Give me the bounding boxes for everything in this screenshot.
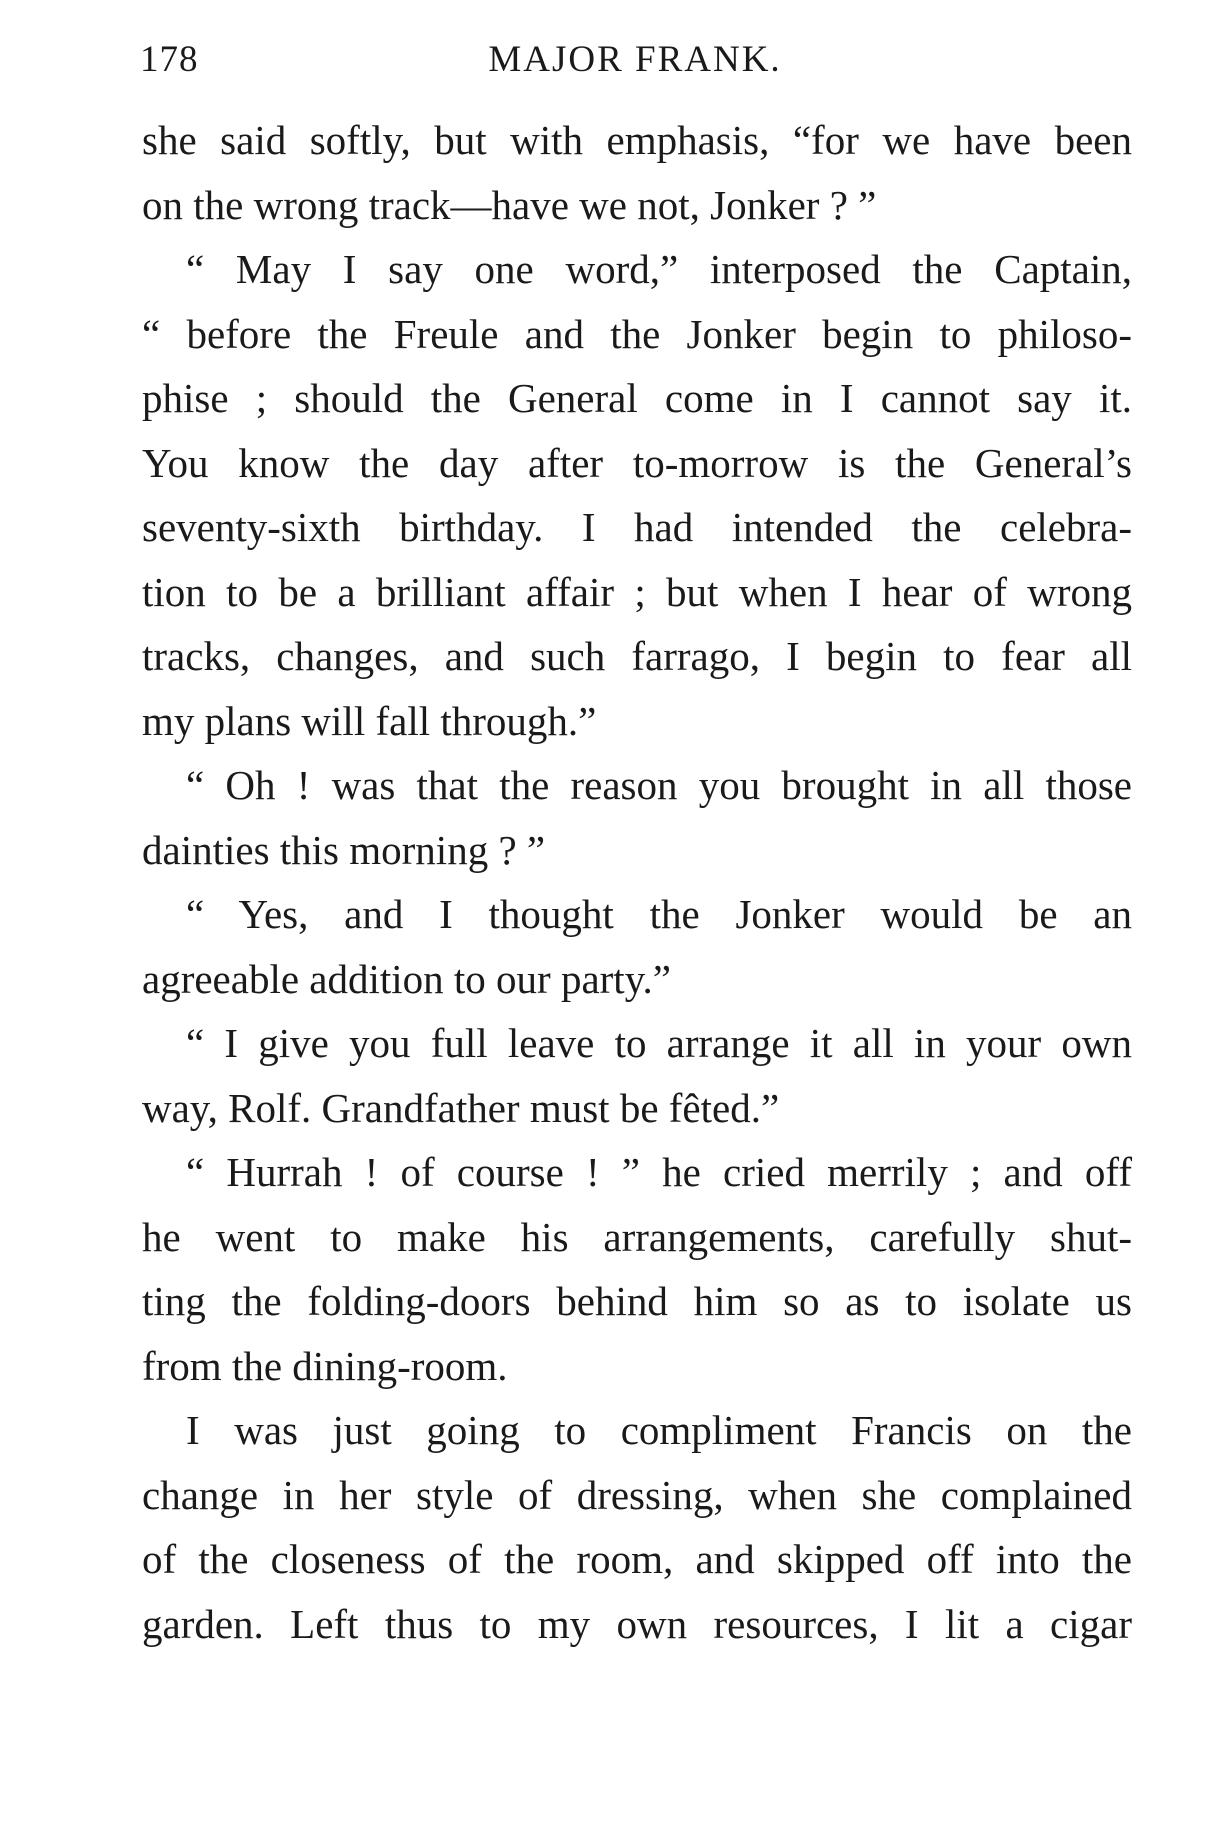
text-line: she said softly, but with emphasis, “for we have been	[142, 117, 1132, 163]
page-number: 178	[140, 39, 199, 80]
text-line: on the wrong track—have we not, Jonker ? ”	[142, 181, 877, 228]
text-line: “ before the Freule and the Jonker begin to philoso-	[142, 310, 1132, 357]
text-line: “ Oh ! was that the reason you brought in all those	[186, 762, 1132, 808]
text-line: from the dining-room.	[142, 1342, 508, 1389]
page-header	[140, 38, 1130, 88]
text-line: You know the day after to-morrow is the General’s	[142, 439, 1132, 486]
text-line: dainties this morning ? ”	[142, 826, 546, 873]
text-line: “ Yes, and I thought the Jonker would be an	[186, 891, 1132, 937]
text-line: tion to be a brilliant affair ; but when I hear of wrong	[142, 568, 1132, 615]
text-line: seventy-sixth birthday. I had intended the celebra-	[142, 504, 1132, 550]
text-line: change in her style of dressing, when she complained	[142, 1471, 1132, 1518]
text-line: “ I give you full leave to arrange it all in your own	[186, 1020, 1132, 1066]
text-line: I was just going to compliment Francis on the	[186, 1407, 1132, 1453]
text-line: he went to make his arrangements, carefully shut-	[142, 1213, 1132, 1260]
text-line: of the closeness of the room, and skipped off into the	[142, 1536, 1132, 1582]
text-line: garden. Left thus to my own resources, I lit a cigar	[142, 1600, 1132, 1647]
text-line: ting the folding-doors behind him so as to isolate us	[142, 1278, 1132, 1324]
text-line: tracks, changes, and such farrago, I begin to fear all	[142, 633, 1132, 679]
text-line: agreeable addition to our party.”	[142, 955, 671, 1002]
text-line: “ May I say one word,” interposed the Captain,	[186, 246, 1132, 292]
text-line: way, Rolf. Grandfather must be fêted.”	[142, 1084, 780, 1131]
text-line: my plans will fall through.”	[142, 697, 597, 744]
body-text	[142, 108, 1132, 1656]
running-title: MAJOR FRANK.	[488, 39, 782, 80]
text-line: phise ; should the General come in I cannot say it.	[142, 375, 1132, 421]
text-line: “ Hurrah ! of course ! ” he cried merrily ; and off	[186, 1149, 1132, 1195]
